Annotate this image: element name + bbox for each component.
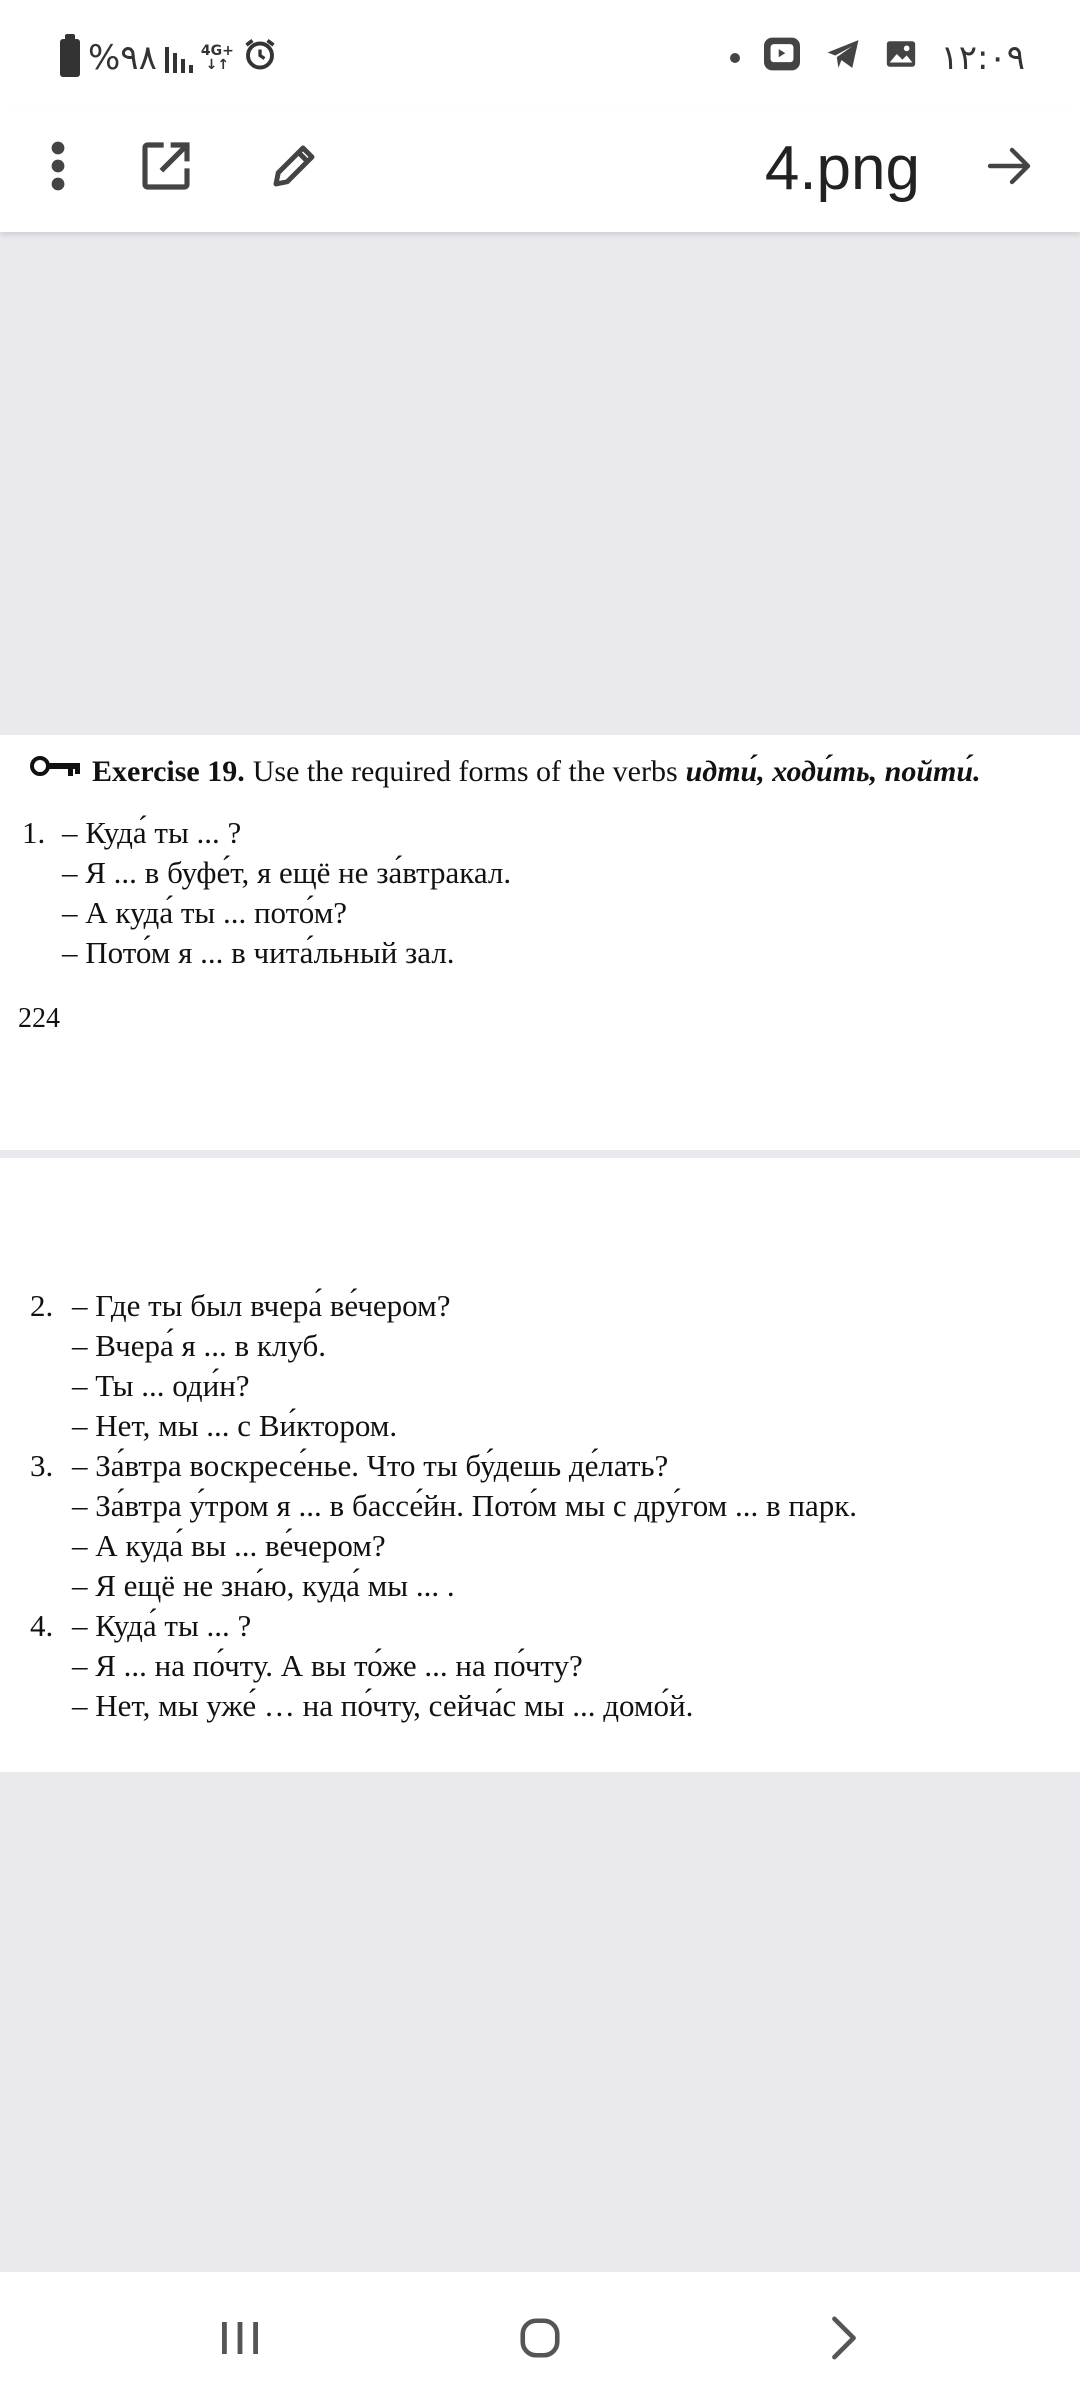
dialogue-line: – Я ещё не зна́ю, куда́ мы ... . [72, 1568, 455, 1603]
network-type: 4G+ [200, 43, 234, 59]
dialogue-line: – Вчера́ я ... в клуб. [72, 1328, 327, 1363]
dialogue-line: – Пото́м я ... в чита́льный зал. [62, 935, 455, 970]
dialogue-line: – Где ты был вчера́ ве́чером? [72, 1288, 451, 1323]
exercise-verbs: идти́, ходи́ть, пойти́. [685, 755, 981, 788]
item-number: 3. [30, 1448, 54, 1483]
youtube-icon [762, 36, 802, 81]
exercise-title: Exercise 19. [92, 755, 245, 788]
notification-dot-icon [730, 53, 740, 63]
dialogue-line: – А куда́ вы ... ве́чером? [72, 1528, 386, 1563]
signal-icon [165, 43, 193, 73]
dialogue-line: – Я ... на по́чту. А вы то́же ... на по́чту? [72, 1648, 583, 1683]
exercise-instruction: Use the required forms of the verbs [252, 755, 678, 788]
document-page-1 [0, 735, 1080, 1150]
alarm-icon [242, 36, 278, 81]
open-external-icon[interactable] [130, 130, 202, 202]
viewer-toolbar [0, 110, 1080, 232]
arrow-forward-icon[interactable] [974, 130, 1046, 202]
file-name-title: 4.png [764, 134, 920, 203]
network-indicator [201, 44, 234, 72]
battery-percent: %۹۸ [88, 38, 157, 78]
battery-icon [60, 39, 80, 77]
telegram-icon [824, 37, 862, 80]
item-number: 1. [22, 815, 46, 850]
status-right-group [730, 30, 1025, 86]
page-number: 224 [18, 1003, 60, 1034]
system-nav-bar [0, 2272, 1080, 2400]
status-bar [0, 0, 1080, 110]
exercise-heading [30, 755, 981, 789]
dialogue-line: – Нет, мы уже́ … на по́чту, сейча́с мы ... домо́й. [72, 1688, 694, 1723]
home-icon[interactable] [500, 2298, 580, 2378]
status-time: ۱۲:۰۹ [940, 38, 1025, 78]
dialogue-line: – Нет, мы ... с Ви́ктором. [72, 1408, 398, 1443]
dialogue-line: – А куда́ ты ... пото́м? [62, 895, 348, 930]
back-icon[interactable] [804, 2298, 884, 2378]
dialogue-line: – Куда́ ты ... ? [72, 1608, 252, 1643]
dialogue-line: – Ты ... оди́н? [72, 1368, 250, 1403]
more-vert-icon[interactable] [22, 130, 94, 202]
recents-icon[interactable] [200, 2298, 280, 2378]
document-page-2 [0, 1158, 1080, 1772]
edit-pencil-icon[interactable] [258, 130, 330, 202]
network-arrows: ↓↑ [205, 57, 230, 73]
item-number: 2. [30, 1288, 54, 1323]
item-number: 4. [30, 1608, 54, 1643]
key-icon [30, 755, 82, 789]
gallery-icon [884, 37, 918, 80]
dialogue-line: – Куда́ ты ... ? [62, 815, 242, 850]
dialogue-line: – За́втра воскресе́нье. Что ты бу́дешь де́лать? [72, 1448, 669, 1483]
dialogue-line: – Я ... в буфе́т, я ещё не за́втракал. [62, 855, 512, 890]
status-left-group [60, 30, 278, 86]
dialogue-line: – За́втра у́тром я ... в бассе́йн. Пото́м мы с дру́гом ... в парк. [72, 1488, 858, 1523]
